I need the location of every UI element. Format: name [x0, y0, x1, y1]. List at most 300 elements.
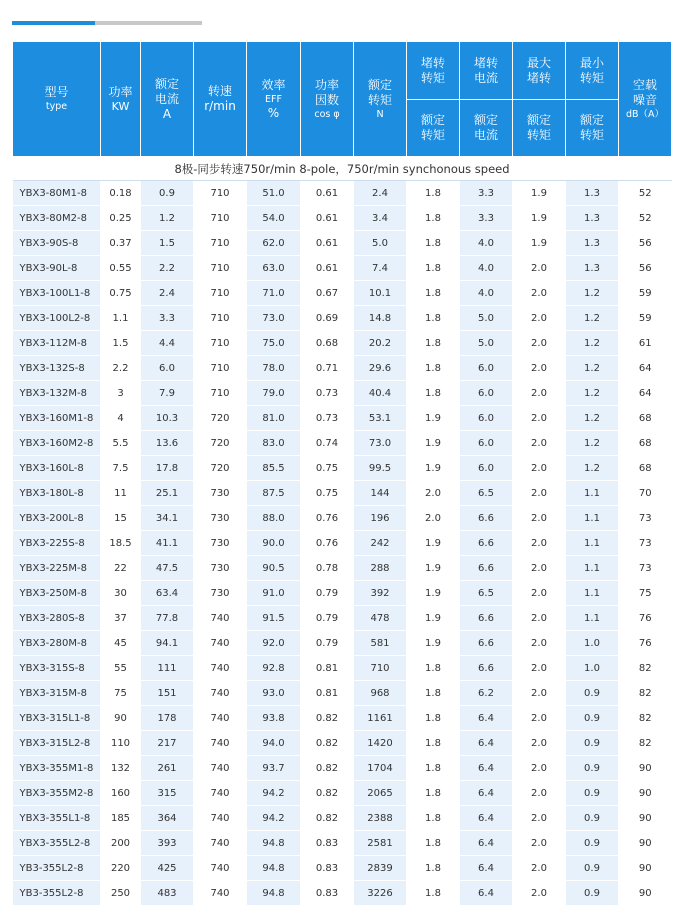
value-cell: 90.5: [247, 556, 301, 581]
value-cell: 4: [101, 406, 141, 431]
value-cell: 0.71: [301, 356, 354, 381]
value-cell: 0.9: [566, 781, 619, 806]
value-cell: 3: [101, 381, 141, 406]
table-row: [13, 706, 672, 731]
value-cell: 2.0: [513, 831, 566, 856]
value-cell: 82: [619, 681, 672, 706]
value-cell: 740: [194, 656, 247, 681]
value-cell: 1.1: [101, 306, 141, 331]
value-cell: 217: [141, 731, 194, 756]
value-cell: 730: [194, 481, 247, 506]
value-cell: 0.67: [301, 281, 354, 306]
value-cell: 0.9: [566, 731, 619, 756]
value-cell: 2.0: [513, 506, 566, 531]
value-cell: 90: [619, 856, 672, 881]
table-row: [13, 631, 672, 656]
value-cell: 85.5: [247, 456, 301, 481]
col-header-power-factor: 功率 因数 cos φ: [301, 42, 354, 157]
value-cell: 61: [619, 331, 672, 356]
value-cell: 720: [194, 456, 247, 481]
value-cell: 64: [619, 381, 672, 406]
value-cell: 2.0: [407, 506, 460, 531]
value-cell: 62.0: [247, 231, 301, 256]
value-cell: 1.9: [407, 531, 460, 556]
value-cell: 0.61: [301, 206, 354, 231]
table-row: [13, 681, 672, 706]
value-cell: 185: [101, 806, 141, 831]
value-cell: 6.6: [460, 606, 513, 631]
value-cell: 0.78: [301, 556, 354, 581]
value-cell: 1.8: [407, 756, 460, 781]
value-cell: 3.3: [460, 181, 513, 206]
value-cell: 1.9: [407, 406, 460, 431]
value-cell: 6.0: [460, 456, 513, 481]
table-row: [13, 856, 672, 881]
value-cell: 90: [619, 831, 672, 856]
value-cell: 2.0: [513, 331, 566, 356]
value-cell: 2.4: [141, 281, 194, 306]
value-cell: 151: [141, 681, 194, 706]
value-cell: 2388: [354, 806, 407, 831]
value-cell: 110: [101, 731, 141, 756]
value-cell: 2.0: [513, 631, 566, 656]
value-cell: 0.55: [101, 256, 141, 281]
value-cell: 710: [194, 381, 247, 406]
table-row: [13, 331, 672, 356]
value-cell: 1.2: [566, 406, 619, 431]
model-cell: YBX3-355M2-8: [13, 781, 101, 806]
value-cell: 0.25: [101, 206, 141, 231]
value-cell: 13.6: [141, 431, 194, 456]
value-cell: 0.9: [566, 881, 619, 906]
value-cell: 740: [194, 806, 247, 831]
value-cell: 82: [619, 656, 672, 681]
table-row: [13, 481, 672, 506]
value-cell: 2581: [354, 831, 407, 856]
value-cell: 1.8: [407, 831, 460, 856]
value-cell: 6.5: [460, 581, 513, 606]
value-cell: 0.9: [566, 756, 619, 781]
value-cell: 34.1: [141, 506, 194, 531]
value-cell: 6.4: [460, 881, 513, 906]
value-cell: 0.82: [301, 781, 354, 806]
col-header-model: 型号 type: [13, 42, 101, 157]
value-cell: 6.0: [460, 431, 513, 456]
value-cell: 1.8: [407, 281, 460, 306]
value-cell: 1.1: [566, 581, 619, 606]
value-cell: 0.83: [301, 881, 354, 906]
model-cell: YBX3-90L-8: [13, 256, 101, 281]
table-row: [13, 556, 672, 581]
value-cell: 2.0: [513, 781, 566, 806]
table-row: [13, 206, 672, 231]
value-cell: 20.2: [354, 331, 407, 356]
model-cell: YBX3-90S-8: [13, 231, 101, 256]
value-cell: 1.1: [566, 556, 619, 581]
value-cell: 2.0: [513, 606, 566, 631]
value-cell: 53.1: [354, 406, 407, 431]
table-row: [13, 731, 672, 756]
value-cell: 740: [194, 631, 247, 656]
model-cell: YBX3-180L-8: [13, 481, 101, 506]
value-cell: 1.9: [407, 456, 460, 481]
model-cell: YBX3-80M2-8: [13, 206, 101, 231]
model-cell: YBX3-160M1-8: [13, 406, 101, 431]
value-cell: 2.0: [513, 681, 566, 706]
model-cell: YBX3-100L2-8: [13, 306, 101, 331]
value-cell: 740: [194, 681, 247, 706]
value-cell: 56: [619, 256, 672, 281]
value-cell: 90.0: [247, 531, 301, 556]
value-cell: 0.79: [301, 606, 354, 631]
value-cell: 740: [194, 706, 247, 731]
value-cell: 1.8: [407, 781, 460, 806]
value-cell: 1.8: [407, 856, 460, 881]
value-cell: 0.9: [566, 806, 619, 831]
motor-spec-table: [12, 41, 672, 906]
value-cell: 94.0: [247, 731, 301, 756]
value-cell: 1.2: [566, 431, 619, 456]
value-cell: 3.3: [460, 206, 513, 231]
table-row: [13, 531, 672, 556]
value-cell: 730: [194, 581, 247, 606]
model-cell: YBX3-355L2-8: [13, 831, 101, 856]
table-row: [13, 431, 672, 456]
value-cell: 2.0: [513, 431, 566, 456]
value-cell: 2.0: [513, 806, 566, 831]
value-cell: 242: [354, 531, 407, 556]
value-cell: 1161: [354, 706, 407, 731]
value-cell: 4.4: [141, 331, 194, 356]
table-row: [13, 356, 672, 381]
value-cell: 5.0: [460, 331, 513, 356]
value-cell: 740: [194, 781, 247, 806]
value-cell: 740: [194, 831, 247, 856]
value-cell: 71.0: [247, 281, 301, 306]
value-cell: 1.1: [566, 481, 619, 506]
value-cell: 1.9: [407, 631, 460, 656]
value-cell: 63.0: [247, 256, 301, 281]
value-cell: 90: [101, 706, 141, 731]
value-cell: 63.4: [141, 581, 194, 606]
value-cell: 1.8: [407, 731, 460, 756]
table-row: [13, 506, 672, 531]
value-cell: 68: [619, 456, 672, 481]
value-cell: 78.0: [247, 356, 301, 381]
table-row: [13, 656, 672, 681]
value-cell: 54.0: [247, 206, 301, 231]
value-cell: 1.9: [407, 431, 460, 456]
value-cell: 99.5: [354, 456, 407, 481]
value-cell: 93.7: [247, 756, 301, 781]
value-cell: 70: [619, 481, 672, 506]
value-cell: 1.5: [101, 331, 141, 356]
value-cell: 710: [194, 331, 247, 356]
value-cell: 2.0: [513, 706, 566, 731]
value-cell: 25.1: [141, 481, 194, 506]
model-cell: YB3-355L2-8: [13, 856, 101, 881]
value-cell: 73: [619, 531, 672, 556]
value-cell: 393: [141, 831, 194, 856]
value-cell: 1.3: [566, 181, 619, 206]
value-cell: 6.0: [141, 356, 194, 381]
value-cell: 2.0: [513, 481, 566, 506]
value-cell: 30: [101, 581, 141, 606]
col-header-max-torque-bottom: 额定 转矩: [513, 100, 566, 157]
value-cell: 82: [619, 731, 672, 756]
table-row: [13, 406, 672, 431]
value-cell: 2.0: [513, 256, 566, 281]
value-cell: 2.0: [513, 281, 566, 306]
value-cell: 18.5: [101, 531, 141, 556]
value-cell: 5.5: [101, 431, 141, 456]
value-cell: 1.9: [513, 206, 566, 231]
model-cell: YBX3-315L2-8: [13, 731, 101, 756]
value-cell: 710: [194, 256, 247, 281]
col-header-speed: 转速 r/min: [194, 42, 247, 157]
table-row: [13, 756, 672, 781]
value-cell: 288: [354, 556, 407, 581]
model-cell: YBX3-315L1-8: [13, 706, 101, 731]
value-cell: 1.0: [566, 656, 619, 681]
value-cell: 1.9: [407, 581, 460, 606]
value-cell: 1.1: [566, 531, 619, 556]
model-cell: YBX3-132S-8: [13, 356, 101, 381]
value-cell: 196: [354, 506, 407, 531]
model-cell: YBX3-250M-8: [13, 581, 101, 606]
value-cell: 0.75: [301, 456, 354, 481]
value-cell: 0.18: [101, 181, 141, 206]
value-cell: 1.2: [566, 456, 619, 481]
value-cell: 75: [101, 681, 141, 706]
col-header-rated-current: 额定 电流 A: [141, 42, 194, 157]
value-cell: 160: [101, 781, 141, 806]
model-cell: YBX3-280S-8: [13, 606, 101, 631]
value-cell: 45: [101, 631, 141, 656]
model-cell: YBX3-355L1-8: [13, 806, 101, 831]
table-row: [13, 606, 672, 631]
value-cell: 75: [619, 581, 672, 606]
value-cell: 0.61: [301, 256, 354, 281]
value-cell: 93.8: [247, 706, 301, 731]
value-cell: 1.3: [566, 231, 619, 256]
value-cell: 6.4: [460, 706, 513, 731]
value-cell: 2.0: [513, 656, 566, 681]
value-cell: 0.83: [301, 856, 354, 881]
value-cell: 92.8: [247, 656, 301, 681]
col-header-power: 功率 KW: [101, 42, 141, 157]
value-cell: 740: [194, 606, 247, 631]
table-row: [13, 781, 672, 806]
table-row: [13, 456, 672, 481]
value-cell: 1.2: [566, 281, 619, 306]
value-cell: 392: [354, 581, 407, 606]
model-cell: YBX3-225S-8: [13, 531, 101, 556]
value-cell: 0.74: [301, 431, 354, 456]
value-cell: 1.8: [407, 181, 460, 206]
value-cell: 2.2: [101, 356, 141, 381]
value-cell: 94.8: [247, 856, 301, 881]
value-cell: 87.5: [247, 481, 301, 506]
value-cell: 0.75: [101, 281, 141, 306]
value-cell: 364: [141, 806, 194, 831]
value-cell: 47.5: [141, 556, 194, 581]
value-cell: 22: [101, 556, 141, 581]
value-cell: 0.9: [141, 181, 194, 206]
value-cell: 37: [101, 606, 141, 631]
value-cell: 79.0: [247, 381, 301, 406]
value-cell: 483: [141, 881, 194, 906]
value-cell: 111: [141, 656, 194, 681]
value-cell: 6.0: [460, 381, 513, 406]
value-cell: 710: [194, 181, 247, 206]
col-header-locked-current-bottom: 额定 电流: [460, 100, 513, 157]
value-cell: 1.2: [566, 381, 619, 406]
model-cell: YBX3-112M-8: [13, 331, 101, 356]
value-cell: 740: [194, 731, 247, 756]
col-header-noise: 空载 噪音 dB（A）: [619, 42, 672, 157]
model-cell: YBX3-315M-8: [13, 681, 101, 706]
table-row: [13, 881, 672, 906]
value-cell: 2.0: [513, 756, 566, 781]
value-cell: 0.69: [301, 306, 354, 331]
value-cell: 55: [101, 656, 141, 681]
value-cell: 0.9: [566, 831, 619, 856]
model-cell: YBX3-355M1-8: [13, 756, 101, 781]
value-cell: 144: [354, 481, 407, 506]
value-cell: 90: [619, 881, 672, 906]
value-cell: 710: [194, 231, 247, 256]
value-cell: 73.0: [247, 306, 301, 331]
col-header-min-torque-bottom: 额定 转矩: [566, 100, 619, 157]
value-cell: 1.8: [407, 881, 460, 906]
value-cell: 0.9: [566, 681, 619, 706]
value-cell: 0.81: [301, 656, 354, 681]
table-row: [13, 181, 672, 206]
value-cell: 710: [194, 206, 247, 231]
value-cell: 0.9: [566, 856, 619, 881]
value-cell: 710: [354, 656, 407, 681]
value-cell: 94.8: [247, 831, 301, 856]
value-cell: 0.61: [301, 231, 354, 256]
value-cell: 1.3: [566, 256, 619, 281]
value-cell: 0.82: [301, 731, 354, 756]
value-cell: 1704: [354, 756, 407, 781]
value-cell: 0.82: [301, 756, 354, 781]
value-cell: 1.8: [407, 681, 460, 706]
value-cell: 76: [619, 606, 672, 631]
table-row: [13, 806, 672, 831]
value-cell: 2065: [354, 781, 407, 806]
value-cell: 7.9: [141, 381, 194, 406]
value-cell: 59: [619, 281, 672, 306]
value-cell: 1.8: [407, 306, 460, 331]
value-cell: 1.5: [141, 231, 194, 256]
value-cell: 68: [619, 406, 672, 431]
value-cell: 0.73: [301, 406, 354, 431]
decorative-top-bar: [12, 21, 202, 25]
value-cell: 1420: [354, 731, 407, 756]
value-cell: 4.0: [460, 256, 513, 281]
value-cell: 15: [101, 506, 141, 531]
model-cell: YBX3-160M2-8: [13, 431, 101, 456]
value-cell: 6.0: [460, 356, 513, 381]
value-cell: 10.3: [141, 406, 194, 431]
model-cell: YBX3-160L-8: [13, 456, 101, 481]
value-cell: 6.4: [460, 831, 513, 856]
value-cell: 3226: [354, 881, 407, 906]
value-cell: 2.0: [513, 731, 566, 756]
model-cell: YBX3-315S-8: [13, 656, 101, 681]
value-cell: 52: [619, 206, 672, 231]
value-cell: 1.1: [566, 606, 619, 631]
value-cell: 478: [354, 606, 407, 631]
value-cell: 91.0: [247, 581, 301, 606]
value-cell: 11: [101, 481, 141, 506]
value-cell: 710: [194, 281, 247, 306]
value-cell: 2.0: [407, 481, 460, 506]
model-cell: YBX3-200L-8: [13, 506, 101, 531]
value-cell: 315: [141, 781, 194, 806]
value-cell: 2.0: [513, 306, 566, 331]
value-cell: 17.8: [141, 456, 194, 481]
value-cell: 730: [194, 556, 247, 581]
col-header-locked-torque-bottom: 额定 转矩: [407, 100, 460, 157]
value-cell: 6.6: [460, 506, 513, 531]
top-bar-blue-segment: [12, 21, 95, 25]
value-cell: 6.5: [460, 481, 513, 506]
model-cell: YBX3-100L1-8: [13, 281, 101, 306]
value-cell: 0.9: [566, 706, 619, 731]
value-cell: 2.2: [141, 256, 194, 281]
value-cell: 1.9: [513, 231, 566, 256]
value-cell: 0.83: [301, 831, 354, 856]
value-cell: 2.0: [513, 881, 566, 906]
value-cell: 6.4: [460, 806, 513, 831]
value-cell: 581: [354, 631, 407, 656]
value-cell: 1.8: [407, 356, 460, 381]
value-cell: 51.0: [247, 181, 301, 206]
value-cell: 1.2: [566, 306, 619, 331]
value-cell: 740: [194, 856, 247, 881]
value-cell: 1.8: [407, 381, 460, 406]
value-cell: 29.6: [354, 356, 407, 381]
value-cell: 0.81: [301, 681, 354, 706]
table-row: [13, 381, 672, 406]
value-cell: 81.0: [247, 406, 301, 431]
value-cell: 2.0: [513, 856, 566, 881]
value-cell: 0.79: [301, 581, 354, 606]
value-cell: 6.0: [460, 406, 513, 431]
value-cell: 10.1: [354, 281, 407, 306]
value-cell: 93.0: [247, 681, 301, 706]
value-cell: 740: [194, 756, 247, 781]
value-cell: 91.5: [247, 606, 301, 631]
value-cell: 7.4: [354, 256, 407, 281]
table-row: [13, 581, 672, 606]
value-cell: 1.8: [407, 331, 460, 356]
value-cell: 77.8: [141, 606, 194, 631]
value-cell: 0.76: [301, 531, 354, 556]
value-cell: 2.0: [513, 356, 566, 381]
value-cell: 94.2: [247, 806, 301, 831]
table-row: [13, 231, 672, 256]
value-cell: 2.0: [513, 556, 566, 581]
value-cell: 720: [194, 431, 247, 456]
value-cell: 1.8: [407, 256, 460, 281]
value-cell: 1.8: [407, 806, 460, 831]
col-header-max-torque-top: 最大 堵转: [513, 42, 566, 100]
